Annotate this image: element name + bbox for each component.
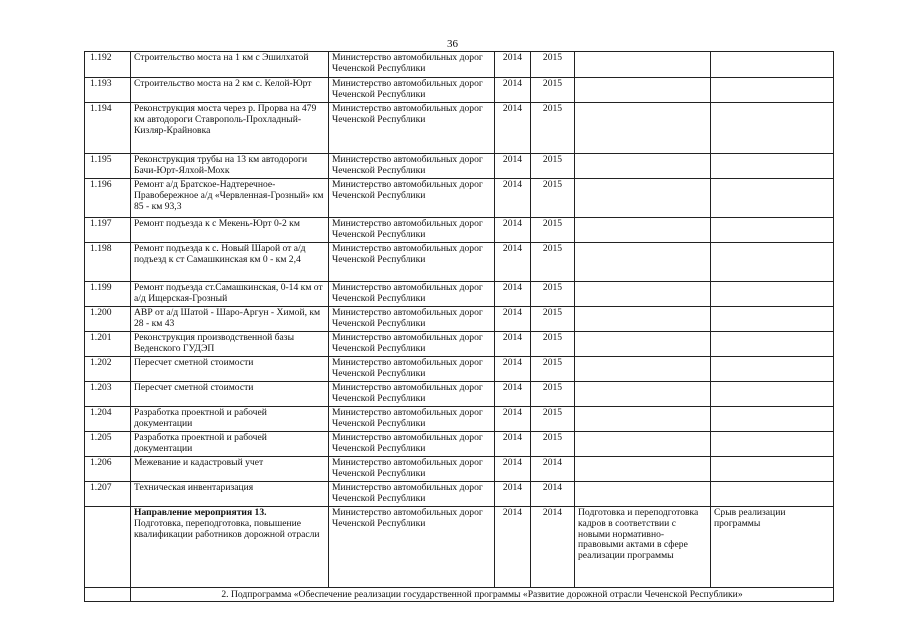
row-number: 1.204	[85, 407, 131, 432]
row-result	[575, 282, 711, 307]
row-risk	[711, 357, 834, 382]
row-number: 1.207	[85, 482, 131, 507]
row-risk	[711, 179, 834, 218]
row-org: Министерство автомобильных дорог Чеченской Республики	[329, 432, 495, 457]
row-end-year: 2015	[531, 282, 575, 307]
row-result	[575, 78, 711, 103]
direction-title: Направление мероприятия 13.	[134, 507, 267, 518]
direction-risk: Срыв реализации программы	[711, 507, 834, 588]
row-start-year: 2014	[495, 243, 531, 282]
row-end-year: 2015	[531, 407, 575, 432]
table-row	[85, 179, 834, 218]
row-org: Министерство автомобильных дорог Чеченской Республики	[329, 103, 495, 154]
row-risk	[711, 332, 834, 357]
row-risk	[711, 154, 834, 179]
row-org: Министерство автомобильных дорог Чеченской Республики	[329, 78, 495, 103]
row-risk	[711, 103, 834, 154]
row-name: Реконструкция трубы на 13 км автодороги Бачи-Юрт-Ялхой-Мохк	[131, 154, 329, 179]
table-row	[85, 103, 834, 154]
row-risk	[711, 482, 834, 507]
direction-end: 2014	[531, 507, 575, 588]
row-result	[575, 307, 711, 332]
row-org: Министерство автомобильных дорог Чеченской Республики	[329, 482, 495, 507]
table-row	[85, 382, 834, 407]
row-end-year: 2014	[531, 457, 575, 482]
row-number: 1.205	[85, 432, 131, 457]
table-body	[85, 52, 834, 507]
row-number: 1.200	[85, 307, 131, 332]
row-result	[575, 357, 711, 382]
table-row	[85, 357, 834, 382]
row-org: Министерство автомобильных дорог Чеченской Республики	[329, 382, 495, 407]
direction-num	[85, 507, 131, 588]
row-result	[575, 243, 711, 282]
subprogram-num	[85, 588, 131, 602]
table-row	[85, 432, 834, 457]
row-start-year: 2014	[495, 307, 531, 332]
row-org: Министерство автомобильных дорог Чеченской Республики	[329, 407, 495, 432]
row-org: Министерство автомобильных дорог Чеченской Республики	[329, 307, 495, 332]
row-result	[575, 432, 711, 457]
row-name: Ремонт подъезда ст.Самашкинская, 0-14 км от а/д Ищерская-Грозный	[131, 282, 329, 307]
row-start-year: 2014	[495, 282, 531, 307]
row-end-year: 2015	[531, 307, 575, 332]
row-start-year: 2014	[495, 407, 531, 432]
direction-row	[85, 507, 834, 588]
direction-name-cell	[131, 507, 329, 588]
row-start-year: 2014	[495, 457, 531, 482]
row-org: Министерство автомобильных дорог Чеченской Республики	[329, 282, 495, 307]
row-name: Строительство моста на 1 км с Эшилхатой	[131, 52, 329, 78]
row-org: Министерство автомобильных дорог Чеченской Республики	[329, 154, 495, 179]
row-name: Пересчет сметной стоимости	[131, 382, 329, 407]
row-result	[575, 154, 711, 179]
row-start-year: 2014	[495, 52, 531, 78]
row-end-year: 2015	[531, 432, 575, 457]
row-risk	[711, 307, 834, 332]
row-name: Ремонт а/д Братское-Надтеречное-Правобережное а/д «Червленная-Грозный» км 85 - км 93,3	[131, 179, 329, 218]
row-result	[575, 218, 711, 243]
direction-org: Министерство автомобильных дорог Чеченской Республики	[329, 507, 495, 588]
subprogram-row	[85, 588, 834, 602]
row-start-year: 2014	[495, 482, 531, 507]
row-end-year: 2015	[531, 103, 575, 154]
row-risk	[711, 78, 834, 103]
row-start-year: 2014	[495, 357, 531, 382]
row-number: 1.203	[85, 382, 131, 407]
row-result	[575, 103, 711, 154]
row-number: 1.195	[85, 154, 131, 179]
table-row	[85, 332, 834, 357]
row-end-year: 2014	[531, 482, 575, 507]
row-risk	[711, 407, 834, 432]
row-name: Строительство моста на 2 км с. Келой-Юрт	[131, 78, 329, 103]
row-result	[575, 52, 711, 78]
table-row	[85, 52, 834, 78]
row-start-year: 2014	[495, 432, 531, 457]
row-start-year: 2014	[495, 103, 531, 154]
table-row	[85, 457, 834, 482]
row-number: 1.194	[85, 103, 131, 154]
row-org: Министерство автомобильных дорог Чеченской Республики	[329, 332, 495, 357]
row-number: 1.201	[85, 332, 131, 357]
row-end-year: 2015	[531, 154, 575, 179]
row-name: Ремонт подъезда к с. Новый Шарой от а/д подъезд к ст Самашкинская км 0 - км 2,4	[131, 243, 329, 282]
table-row	[85, 78, 834, 103]
row-end-year: 2015	[531, 218, 575, 243]
row-number: 1.206	[85, 457, 131, 482]
row-org: Министерство автомобильных дорог Чеченской Республики	[329, 218, 495, 243]
row-org: Министерство автомобильных дорог Чеченской Республики	[329, 179, 495, 218]
table-row	[85, 154, 834, 179]
table-row	[85, 307, 834, 332]
row-risk	[711, 382, 834, 407]
direction-text: Подготовка, переподготовка, повышение квалификации работников дорожной отрасли	[134, 517, 320, 540]
row-number: 1.202	[85, 357, 131, 382]
table-row	[85, 218, 834, 243]
row-start-year: 2014	[495, 218, 531, 243]
row-end-year: 2015	[531, 243, 575, 282]
row-risk	[711, 432, 834, 457]
row-risk	[711, 52, 834, 78]
row-start-year: 2014	[495, 179, 531, 218]
table-row	[85, 482, 834, 507]
row-name: Техническая инвентаризация	[131, 482, 329, 507]
program-table	[84, 51, 834, 602]
row-org: Министерство автомобильных дорог Чеченской Республики	[329, 357, 495, 382]
row-result	[575, 382, 711, 407]
row-number: 1.197	[85, 218, 131, 243]
subprogram-title: 2. Подпрограмма «Обеспечение реализации государственной программы «Развитие дорожной отрасли Чеченской Республики»	[131, 588, 834, 602]
row-org: Министерство автомобильных дорог Чеченской Республики	[329, 457, 495, 482]
row-end-year: 2015	[531, 332, 575, 357]
row-org: Министерство автомобильных дорог Чеченской Республики	[329, 52, 495, 78]
row-end-year: 2015	[531, 52, 575, 78]
row-number: 1.198	[85, 243, 131, 282]
row-start-year: 2014	[495, 78, 531, 103]
row-name: Реконструкция моста через р. Прорва на 479 км автодороги Ставрополь-Прохладный-Кизляр-Крайновка	[131, 103, 329, 154]
table-row	[85, 243, 834, 282]
row-number: 1.193	[85, 78, 131, 103]
row-risk	[711, 218, 834, 243]
direction-result: Подготовка и переподготовка кадров в соответствии с новыми нормативно-правовыми актами в сфере реализации программы	[575, 507, 711, 588]
row-risk	[711, 282, 834, 307]
table-row	[85, 407, 834, 432]
direction-start: 2014	[495, 507, 531, 588]
table-row	[85, 282, 834, 307]
row-start-year: 2014	[495, 154, 531, 179]
row-name: АВР от а/д Шатой - Шаро-Аргун - Химой, км 28 - км 43	[131, 307, 329, 332]
row-result	[575, 332, 711, 357]
row-end-year: 2015	[531, 382, 575, 407]
row-number: 1.192	[85, 52, 131, 78]
page-number: 36	[447, 38, 458, 50]
row-end-year: 2015	[531, 78, 575, 103]
row-name: Разработка проектной и рабочей документации	[131, 432, 329, 457]
row-start-year: 2014	[495, 382, 531, 407]
row-end-year: 2015	[531, 179, 575, 218]
row-name: Межевание и кадастровый учет	[131, 457, 329, 482]
row-end-year: 2015	[531, 357, 575, 382]
row-name: Разработка проектной и рабочей документации	[131, 407, 329, 432]
row-result	[575, 482, 711, 507]
row-number: 1.199	[85, 282, 131, 307]
row-name: Ремонт подъезда к с Мекень-Юрт 0-2 км	[131, 218, 329, 243]
row-number: 1.196	[85, 179, 131, 218]
row-risk	[711, 243, 834, 282]
row-result	[575, 407, 711, 432]
row-result	[575, 179, 711, 218]
row-name: Пересчет сметной стоимости	[131, 357, 329, 382]
row-org: Министерство автомобильных дорог Чеченской Республики	[329, 243, 495, 282]
row-name: Реконструкция производственной базы Веденского ГУДЭП	[131, 332, 329, 357]
row-risk	[711, 457, 834, 482]
row-result	[575, 457, 711, 482]
row-start-year: 2014	[495, 332, 531, 357]
